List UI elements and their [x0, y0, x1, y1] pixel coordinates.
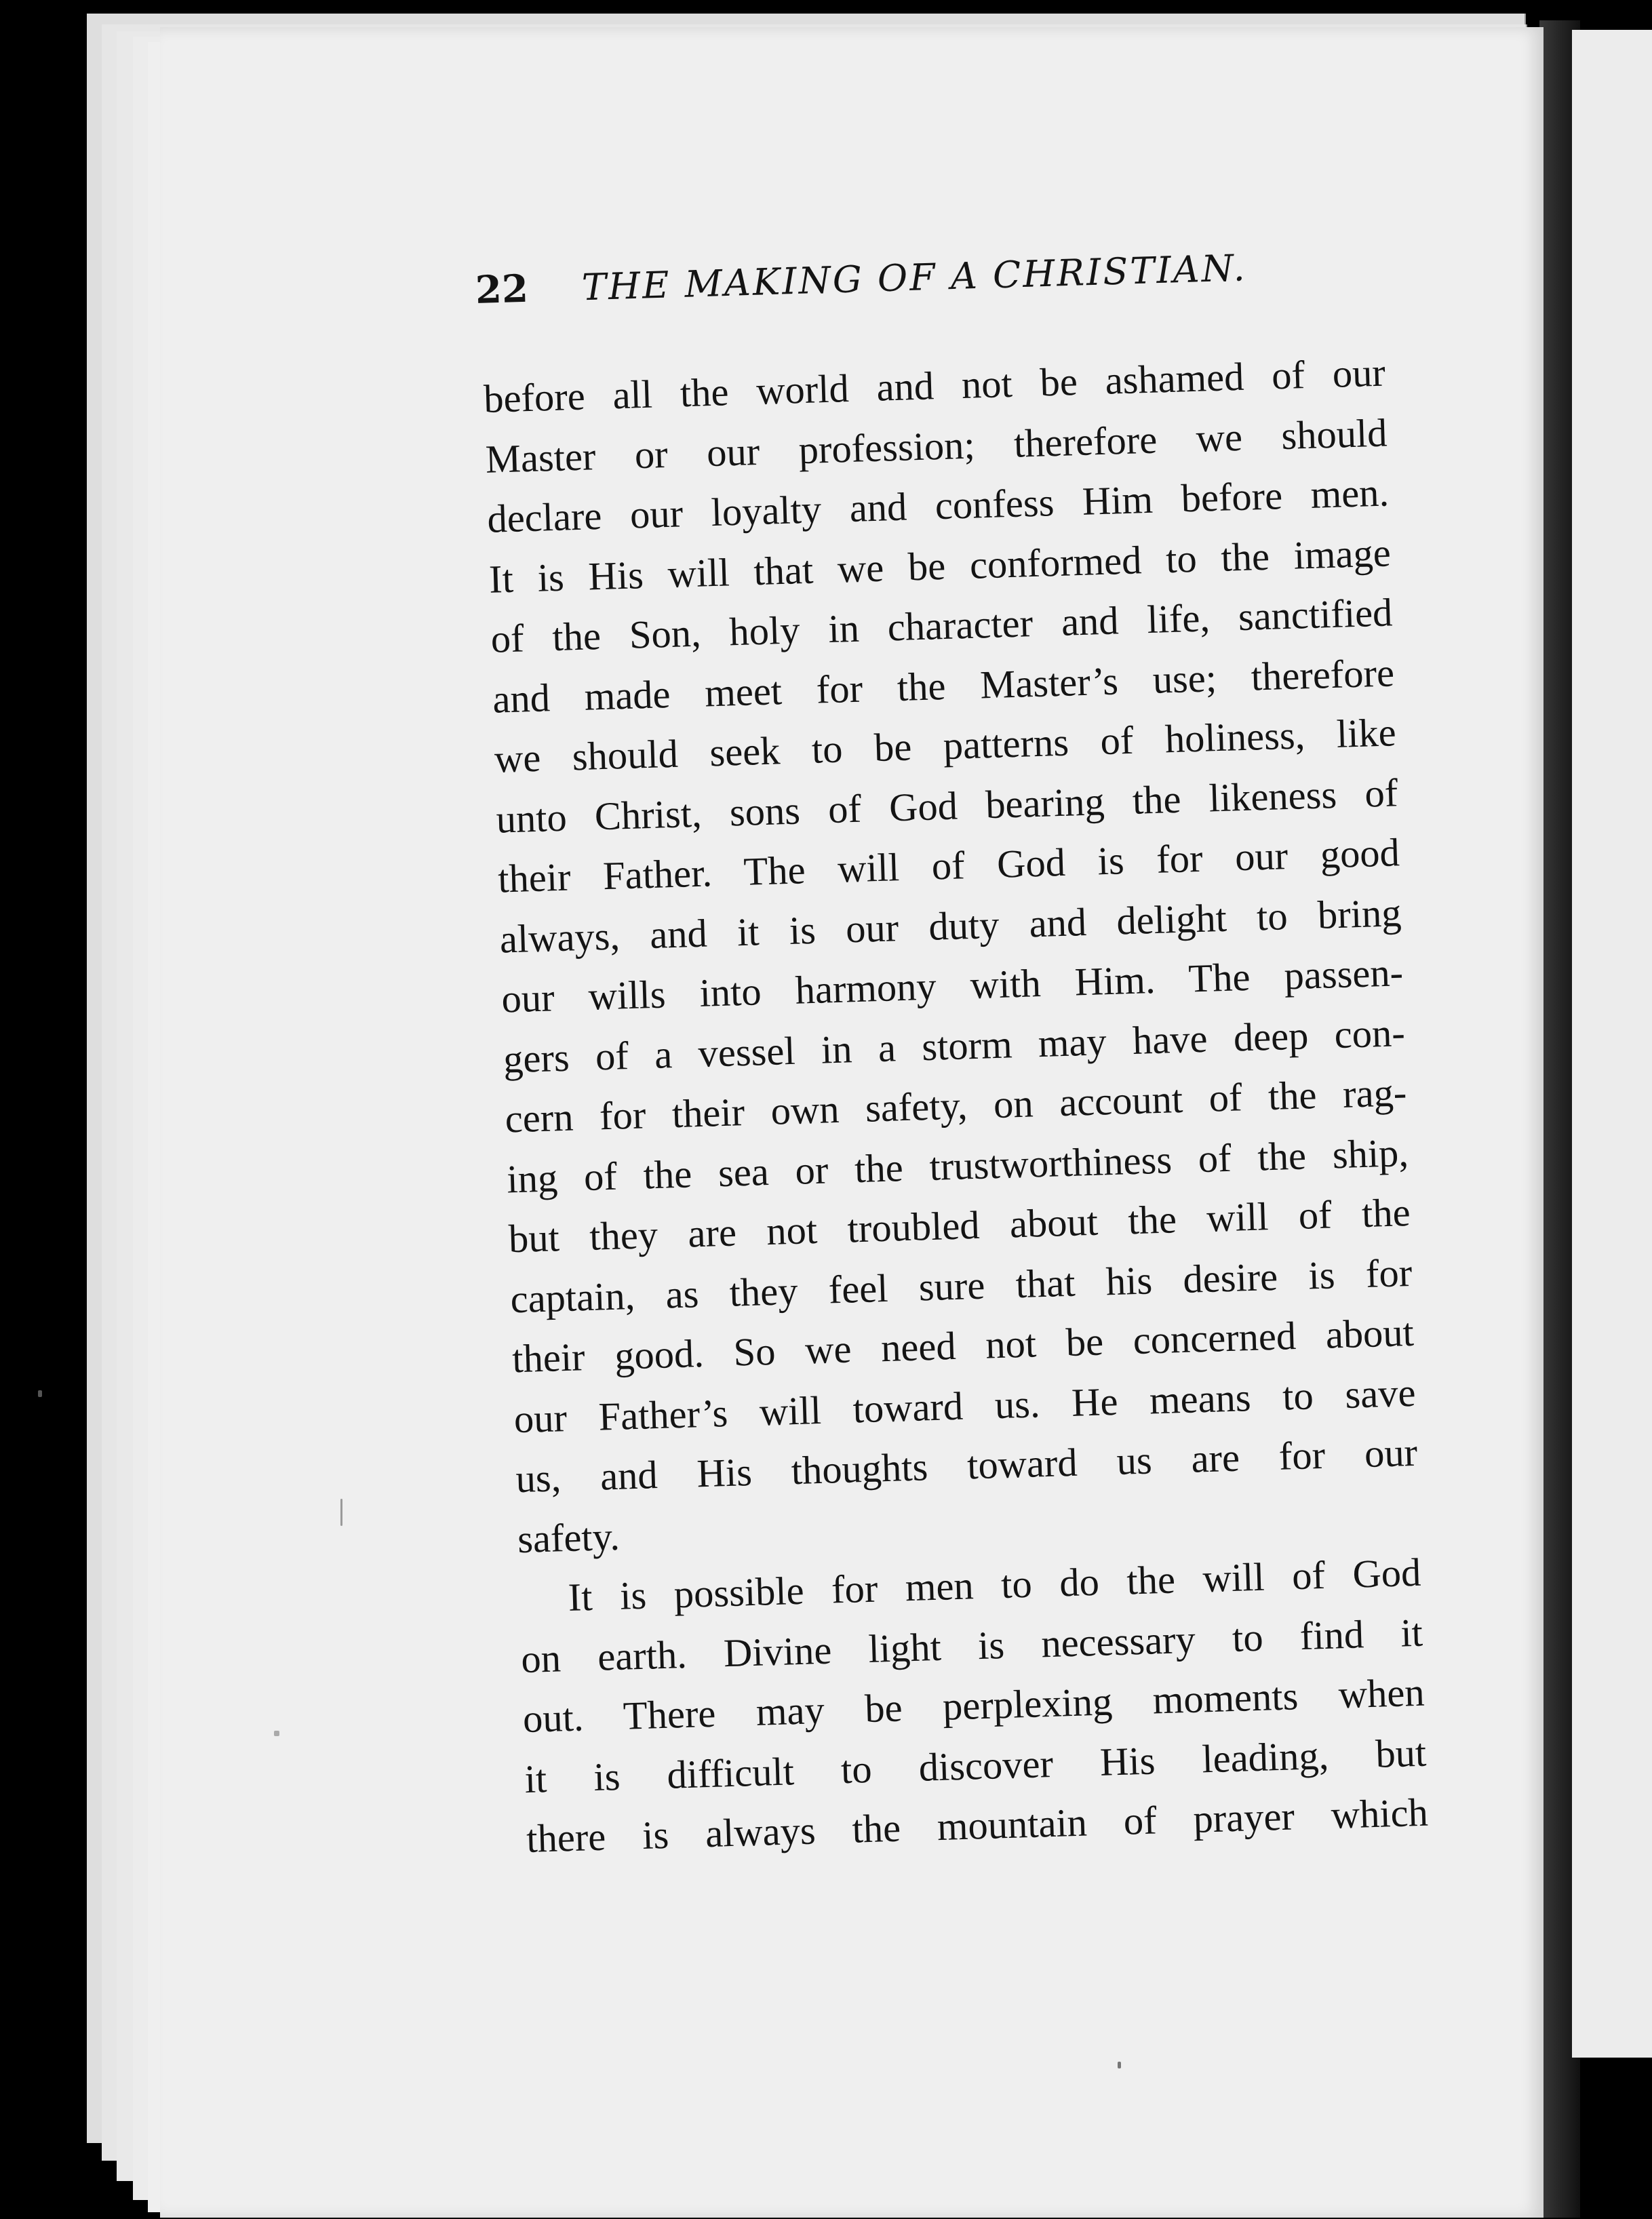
- text-line: but they are not troubled about the will of the: [508, 1190, 1411, 1261]
- text-line: declare our loyalty and confess Him before men.: [486, 470, 1390, 541]
- running-title: THE MAKING OF A CHRISTIAN.: [581, 246, 1248, 309]
- text-line: their good. So we need not be concerned about: [511, 1310, 1415, 1381]
- text-line: captain, as they feel sure that his desire is for: [509, 1250, 1413, 1321]
- scan-speck: [1118, 2062, 1121, 2068]
- text-line: out. There may be perplexing moments when: [522, 1670, 1425, 1742]
- facing-page-edge: [1572, 30, 1652, 2058]
- page-number: 22: [475, 266, 529, 313]
- text-line: we should seek to be patterns of holiness, like: [494, 710, 1397, 781]
- text-line: our wills into harmony with Him. The passen-: [500, 950, 1404, 1021]
- text-line: and made meet for the Master’s use; therefore: [492, 650, 1395, 722]
- text-line: there is always the mountain of prayer which: [526, 1790, 1429, 1862]
- text-line: unto Christ, sons of God bearing the likeness of: [495, 770, 1399, 842]
- text-line: cern for their own safety, on account of the rag-: [504, 1070, 1408, 1141]
- text-line: It is possible for men to do the will of God: [567, 1550, 1422, 1620]
- text-line: us, and His thoughts toward us are for our: [515, 1430, 1418, 1501]
- text-line: our Father’s will toward us. He means to save: [513, 1370, 1417, 1441]
- scan-speck: [274, 1731, 279, 1736]
- text-line: safety.: [517, 1514, 621, 1561]
- text-line: before all the world and not be ashamed of our: [483, 350, 1386, 421]
- text-line: gers of a vessel in a storm may have deep con-: [503, 1010, 1406, 1082]
- body-text: [483, 343, 1429, 1870]
- text-line: of the Son, holy in character and life, sanctified: [490, 590, 1394, 661]
- text-line: their Father. The will of God is for our good: [497, 830, 1400, 901]
- scan-speck: [38, 1390, 42, 1397]
- text-line: always, and it is our duty and delight to bring: [498, 890, 1402, 962]
- scan-speck: [340, 1499, 342, 1526]
- text-line: on earth. Divine light is necessary to find it: [520, 1610, 1423, 1681]
- text-line: it is difficult to discover His leading, but: [524, 1730, 1428, 1801]
- text-line: It is His will that we be conformed to the image: [488, 530, 1392, 602]
- text-line: Master or our profession; therefore we should: [484, 410, 1388, 482]
- text-line: ing of the sea or the trustworthiness of the ship,: [506, 1130, 1409, 1201]
